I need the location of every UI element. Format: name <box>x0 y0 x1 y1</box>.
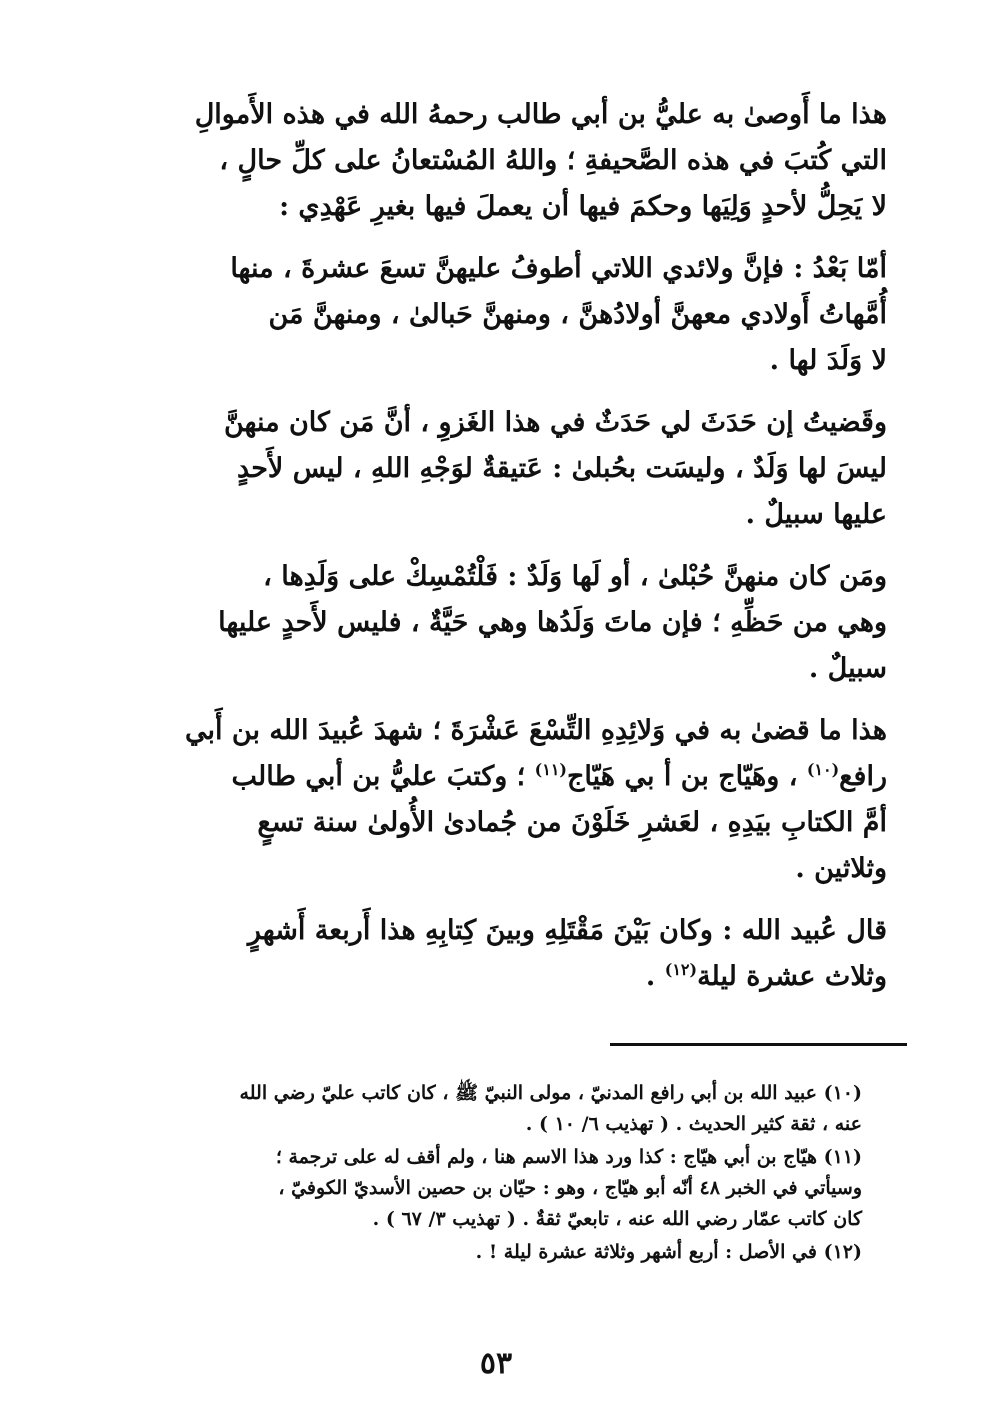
footnotes <box>122 1078 862 1270</box>
paragraph <box>127 554 887 692</box>
footnote <box>122 1237 862 1268</box>
footnote-separator <box>610 1043 907 1046</box>
text-line: قال عُبيد الله : وكان بَيْنَ مَقْتَلِهِ وبينَ كِتابِهِ هذا أَربعة أَشهرٍ <box>247 915 887 946</box>
footnote <box>122 1142 862 1235</box>
paragraph <box>127 400 887 538</box>
text-line: ليسَ لها وَلَدٌ ، وليسَت بحُبلىٰ : عَتيقةٌ لوَجْهِ اللهِ ، ليس لأَحدٍ <box>237 453 887 484</box>
text-line: وثلاثين . <box>795 853 887 884</box>
text-line: التي كُتبَ في هذه الصَّحيفةِ ؛ واللهُ المُسْتعانُ على كلِّ حالٍ ، <box>219 145 887 176</box>
text-line: رافع$^{(١٠)}$ ، وهَيّاج بن أ بي هَيّاج$^{(١١)}$ ؛ وكتبَ عليُّ بن أبي طالب <box>231 760 887 792</box>
footnote-ref: (١٢) <box>664 960 698 979</box>
main-text <box>127 92 887 1016</box>
footnote-line: وسيأتي في الخبر ٤٨ أنّه أبو هيّاج ، وهو : حيّان بن حصين الأسديّ الكوفيّ ، <box>278 1177 862 1199</box>
paragraph <box>127 246 887 384</box>
text-line: سبيلٌ . <box>808 653 887 684</box>
text-line: عليها سبيلٌ . <box>745 499 887 530</box>
text-line: هذا ما أَوصىٰ به عليُّ بن أبي طالب رحمهُ الله في هذه الأَموالِ <box>194 99 887 130</box>
paragraph <box>127 708 887 892</box>
text-line: أمّا بَعْدُ : فإنَّ ولائدي اللاتي أطوفُ عليهنَّ تسعَ عشرةَ ، منها <box>230 253 887 284</box>
footnote-line: (١٢) في الأصل : أربع أشهر وثلاثة عشرة ليلة ! . <box>475 1241 862 1263</box>
text-line: هذا ما قضىٰ به في وَلائِدِهِ التِّسْعَ عَشْرَةَ ؛ شهدَ عُبيدَ الله بن أَبي <box>185 715 887 746</box>
text-line: وقَضيتُ إن حَدَثَ لي حَدَثٌ في هذا الغَزوِ ، أنَّ مَن كان منهنَّ <box>223 407 887 438</box>
footnote-ref: (١٠) <box>806 760 840 779</box>
text-line: وثلاث عشرة ليلة$^{(١٢)}$ . <box>645 960 887 992</box>
footnote-ref: (١١) <box>534 760 567 779</box>
text-line: أُمَّهاتُ أَولادي معهنَّ أولادُهنَّ ، ومنهنَّ حَبالىٰ ، ومنهنَّ مَن <box>268 299 887 330</box>
text-line: أمَّ الكتابِ بيَدِهِ ، لعَشرِ خَلَوْنَ من جُمادىٰ الأُولىٰ سنة تسعٍ <box>257 807 887 838</box>
text-line: ومَن كان منهنَّ حُبْلىٰ ، أو لَها وَلَدٌ : فَلْتُمْسِكْ على وَلَدِها ، <box>263 561 887 592</box>
paragraph <box>127 908 887 1000</box>
text-line: وهي من حَظِّهِ ؛ فإن ماتَ وَلَدُها وهي حَيَّةٌ ، فليس لأَحدٍ عليها <box>218 607 887 638</box>
footnote-line: كان كاتب عمّار رضي الله عنه ، تابعيّ ثقةٌ . ( تهذيب ٣/ ٦٧ ) . <box>372 1208 862 1230</box>
paragraph <box>127 92 887 230</box>
footnote <box>122 1078 862 1140</box>
footnote-line: (١٠) عبيد الله بن أبي رافع المدنيّ ، مولى النبيّ ﷺ ، كان كاتب عليّ رضي الله <box>239 1082 862 1104</box>
footnote-line: عنه ، ثقة كثير الحديث . ( تهذيب ٦/ ١٠ ) . <box>525 1113 862 1135</box>
page-number: ٥٣ <box>479 1346 513 1381</box>
text-line: لا وَلَدَ لها . <box>769 345 887 376</box>
footnote-line: (١١) هيّاج بن أبي هيّاج : كذا ورد هذا الاسم هنا ، ولم أقف له على ترجمة ؛ <box>275 1146 862 1168</box>
text-line: لا يَحِلُّ لأحدٍ وَلِيَها وحكمَ فيها أن يعملَ فيها بغيرِ عَهْدِي : <box>279 191 887 222</box>
